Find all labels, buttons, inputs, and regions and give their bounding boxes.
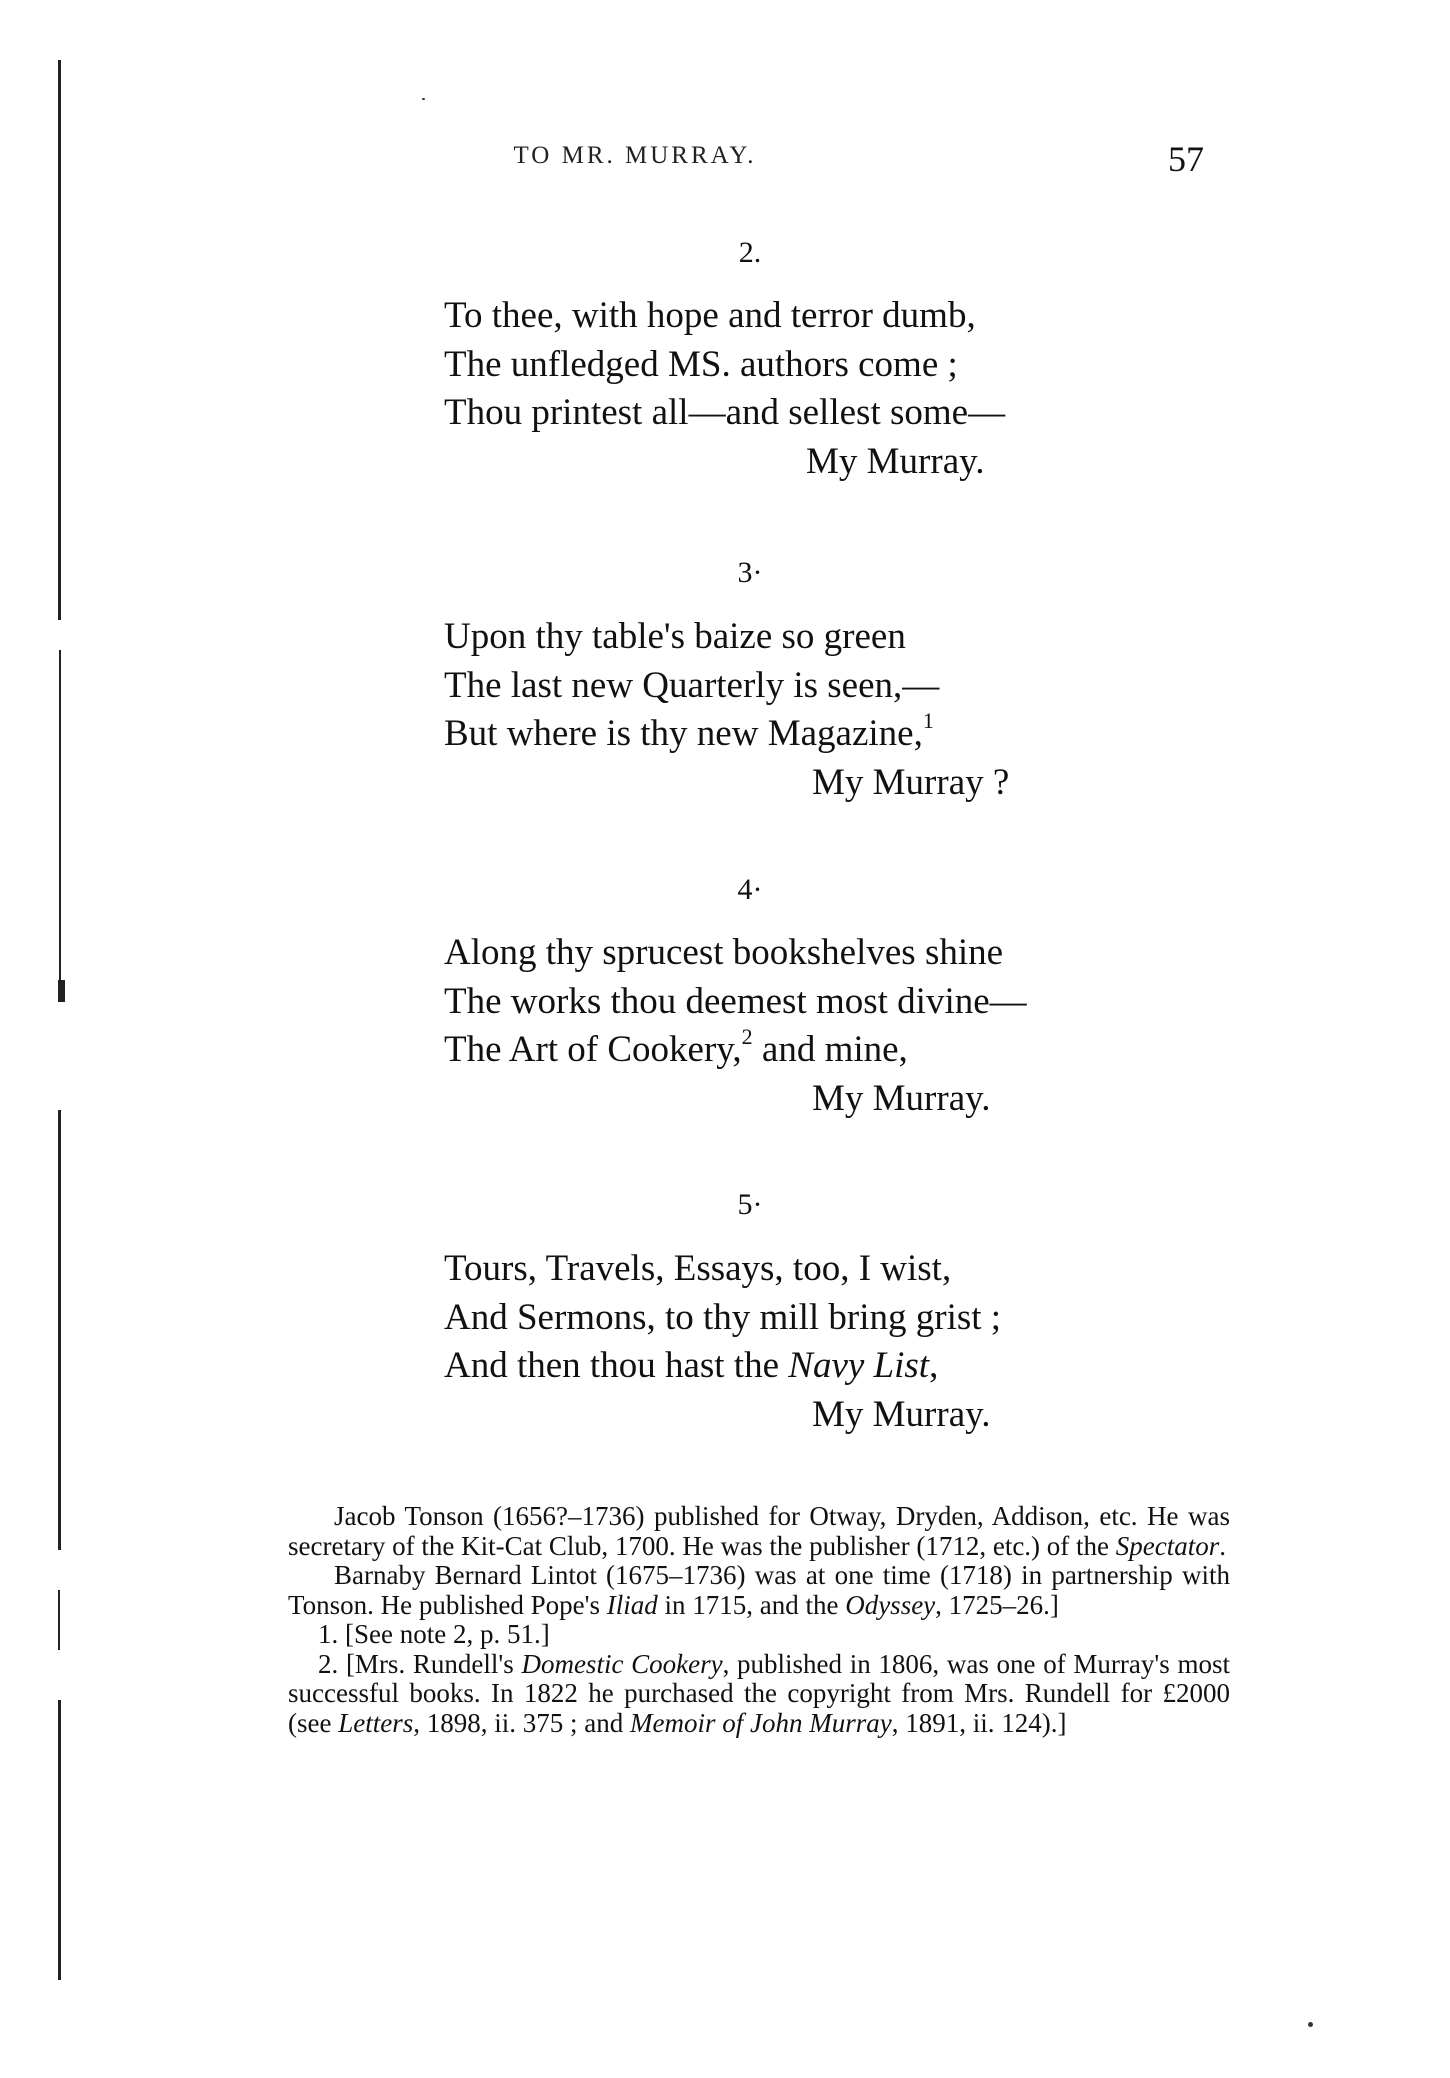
stanza-number: 3· bbox=[737, 556, 763, 589]
note-text: , 1898, ii. 375 ; and bbox=[413, 1707, 630, 1738]
note-lintot bbox=[288, 1561, 1230, 1620]
note-text: Jacob Tonson (1656?–1736) published for Otway, Dryden, Addison, etc. He was secretary of the Kit-Cat Club, 1700. He was the publisher (1712, etc.) of the bbox=[288, 1501, 1230, 1561]
verse-text: But where is thy new Magazine, bbox=[444, 713, 923, 754]
stanza-number: 4· bbox=[737, 873, 763, 906]
note-text: Barnaby Bernard Lintot (1675–1736) was at one time (1718) in partnership with Tonson. He published Pope's bbox=[288, 1560, 1230, 1620]
verse-line: And Sermons, to thy mill bring grist ; bbox=[444, 1296, 1002, 1338]
verse-line: To thee, with hope and terror dumb, bbox=[444, 295, 976, 336]
italic-title: Memoir of John Murray bbox=[629, 1707, 892, 1738]
verse-line: Thou printest all—and sellest some— bbox=[444, 392, 1006, 433]
footnote-ref: 1 bbox=[922, 707, 934, 733]
stanza bbox=[444, 929, 1027, 1123]
italic-title: Odyssey bbox=[845, 1589, 936, 1620]
verse-line bbox=[444, 707, 1009, 759]
verse-line: The unfledged MS. authors come ; bbox=[444, 343, 958, 385]
italic-title: Navy List bbox=[788, 1345, 930, 1386]
scan-speck bbox=[1308, 2022, 1313, 2027]
running-title: TO MR. MURRAY. bbox=[513, 142, 757, 169]
verse-line bbox=[444, 1023, 1027, 1075]
notes bbox=[288, 1502, 1230, 1738]
note-text: in 1715, and the bbox=[657, 1589, 846, 1620]
verse-line: The works thou deemest most divine— bbox=[444, 980, 1027, 1022]
note-text: . bbox=[1219, 1530, 1227, 1561]
italic-title: Spectator bbox=[1115, 1530, 1220, 1561]
verse-line: Tours, Travels, Essays, too, I wist, bbox=[444, 1248, 952, 1289]
footnote-2 bbox=[288, 1650, 1230, 1739]
footnote-ref: 2 bbox=[741, 1023, 753, 1049]
verse-text: And then thou hast the bbox=[444, 1345, 789, 1386]
italic-title: Iliad bbox=[606, 1589, 658, 1620]
note-tonson bbox=[288, 1502, 1230, 1561]
verse-line bbox=[444, 1342, 1001, 1391]
footnote-1: 1. [See note 2, p. 51.] bbox=[318, 1619, 550, 1649]
verse-text: , bbox=[929, 1345, 939, 1386]
page-number: 57 bbox=[1168, 139, 1204, 179]
stanza-number: 5· bbox=[737, 1188, 763, 1221]
stanza bbox=[444, 292, 1005, 486]
refrain-line: My Murray. bbox=[812, 1393, 991, 1435]
scan-gutter-edge bbox=[58, 60, 66, 2010]
verse-line: Upon thy table's baize so green bbox=[444, 616, 906, 657]
italic-title: Domestic Cookery bbox=[521, 1648, 723, 1679]
refrain-line: My Murray ? bbox=[812, 761, 1010, 803]
stanza bbox=[444, 613, 1009, 807]
verse-line: The last new Quarterly is seen,— bbox=[444, 664, 940, 706]
verse-line: Along thy sprucest bookshelves shine bbox=[444, 932, 1004, 973]
note-text: , published in 1806, was one of Murray's most successful books. In 1822 he purchased the copyright from Mrs. Rundell for £2000 (see bbox=[288, 1648, 1230, 1738]
stanza-number: 2. bbox=[738, 236, 762, 269]
refrain-line: My Murray. bbox=[812, 1077, 991, 1119]
verse-text: The Art of Cookery, bbox=[444, 1029, 742, 1070]
note-text: , 1725–26.] bbox=[935, 1589, 1059, 1620]
verse-text: and mine, bbox=[752, 1029, 908, 1070]
italic-title: Letters bbox=[338, 1707, 414, 1738]
note-text: 2. [Mrs. Rundell's bbox=[318, 1648, 522, 1679]
scan-speck bbox=[422, 98, 425, 100]
note-text: , 1891, ii. 124).] bbox=[891, 1707, 1067, 1738]
stanza bbox=[444, 1245, 1001, 1439]
refrain-line: My Murray. bbox=[806, 440, 985, 482]
